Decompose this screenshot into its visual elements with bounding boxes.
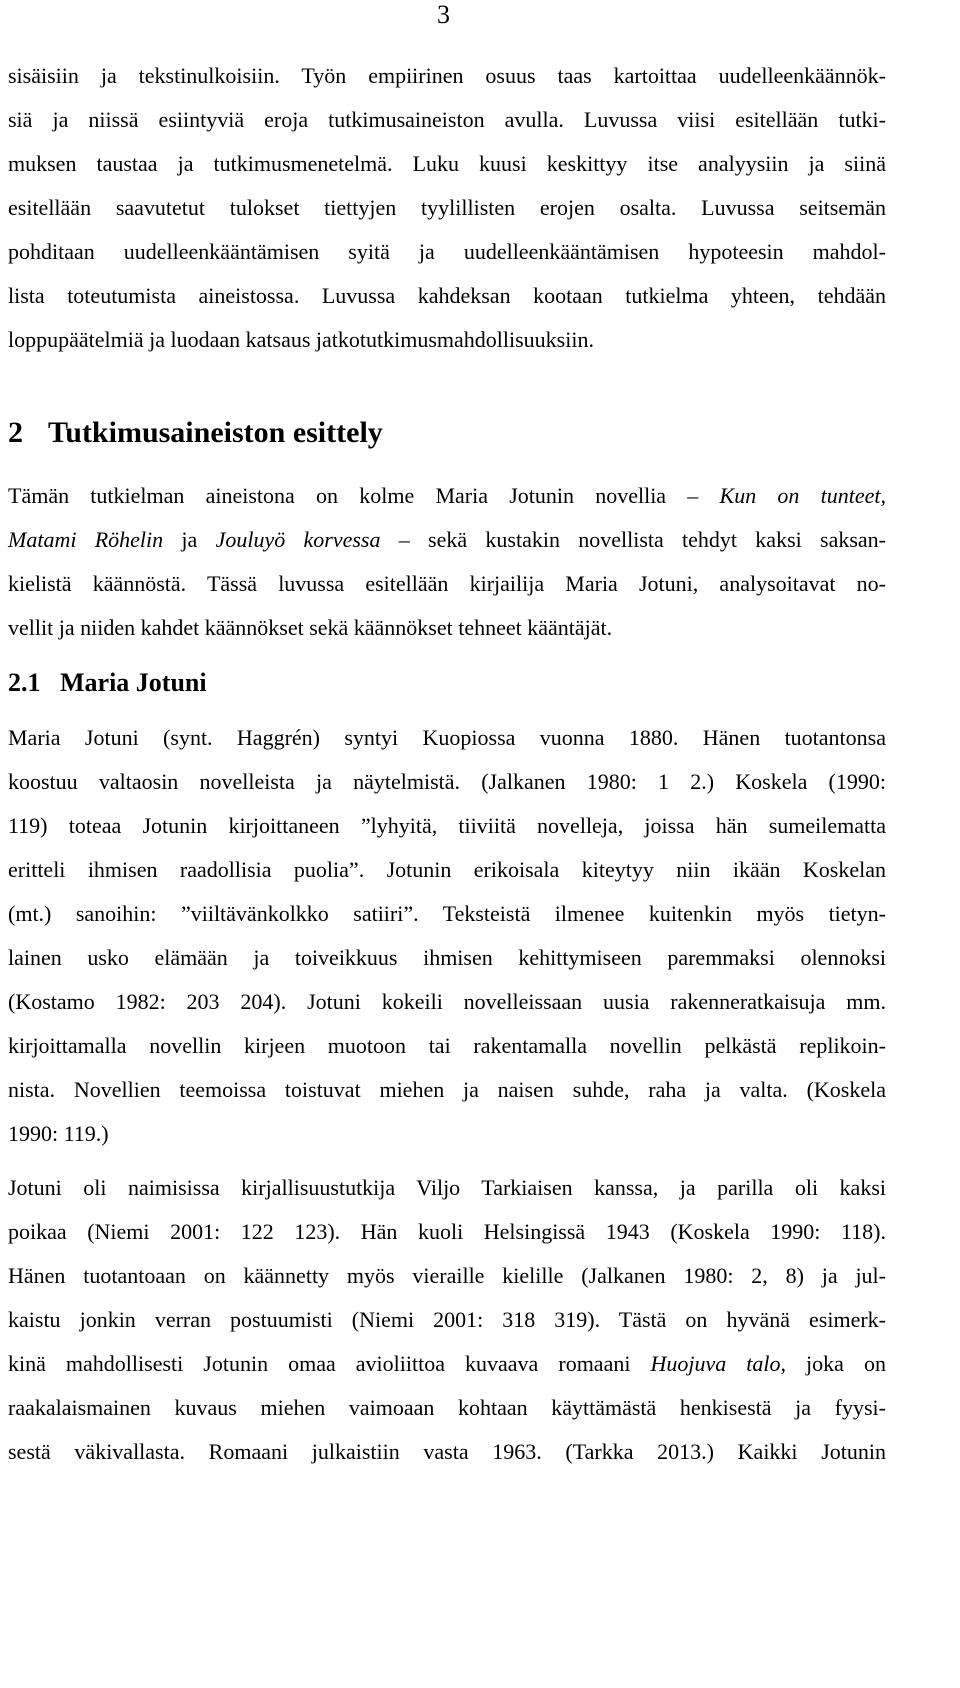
text-line: raakalaismainen kuvaus miehen vaimoaan kohtaan käyttämästä henkisestä ja fyysi- <box>8 1395 886 1420</box>
work-title: Matami Röhelin <box>8 527 164 552</box>
text-run: – sekä kustakin novellista tehdyt kaksi saksan- <box>380 527 886 552</box>
text-run: ja <box>163 527 216 552</box>
text-run: Tämän tutkielman aineistona on kolme Maria Jotunin novellia – <box>8 483 720 508</box>
work-title: Jouluyö korvessa <box>215 527 381 552</box>
text-line: esitellään saavutetut tulokset tiettyjen tyylillisten erojen osalta. Luvussa seitsemän <box>8 195 886 220</box>
text-line: koostuu valtaosin novelleista ja näytelmistä. (Jalkanen 1980: 1 2.) Koskela (1990: <box>8 769 886 794</box>
text-line: kirjoittamalla novellin kirjeen muotoon tai rakentamalla novellin pelkästä replikoin- <box>8 1033 886 1058</box>
text-line: nista. Novellien teemoissa toistuvat miehen ja naisen suhde, raha ja valta. (Koskela <box>8 1077 886 1102</box>
biography-paragraph <box>8 716 886 1156</box>
text-line <box>8 1342 886 1386</box>
text-line: vellit ja niiden kahdet käännökset sekä käännökset tehneet kääntäjät. <box>8 615 613 640</box>
text-line: Jotuni oli naimisissa kirjallisuustutkija Viljo Tarkiaisen kanssa, ja parilla oli kaksi <box>8 1175 886 1200</box>
section-heading <box>8 402 886 464</box>
section-title: Tutkimusaineiston esittely <box>48 416 383 449</box>
life-paragraph <box>8 1166 886 1474</box>
text-line: siä ja niissä esiintyviä eroja tutkimusaineiston avulla. Luvussa viisi esitellään tutki- <box>8 107 886 132</box>
text-line: lista toteutumista aineistossa. Luvussa kahdeksan kootaan tutkielma yhteen, tehdään <box>8 283 886 308</box>
work-title: Kun on tunteet, <box>719 483 886 508</box>
text-line: pohditaan uudelleenkääntämisen syitä ja uudelleenkääntämisen hypoteesin mahdol- <box>8 239 886 264</box>
subsection-heading <box>8 656 886 710</box>
text-line: 119) toteaa Jotunin kirjoittaneen ”lyhyitä, tiiviitä novelleja, joissa hän sumeilematta <box>8 813 886 838</box>
materials-paragraph <box>8 474 886 650</box>
text-line: loppupäätelmiä ja luodaan katsaus jatkotutkimusmahdollisuuksiin. <box>8 327 594 352</box>
text-line: lainen usko elämään ja toiveikkuus ihmisen kehittymiseen paremmaksi olennoksi <box>8 945 886 970</box>
text-line: Hänen tuotantoaan on käännetty myös vieraille kielille (Jalkanen 1980: 2, 8) ja jul- <box>8 1263 886 1288</box>
section-number: 2 <box>8 416 23 449</box>
text-line: (Kostamo 1982: 203 204). Jotuni kokeili novelleissaan uusia rakenneratkaisuja mm. <box>8 989 886 1014</box>
text-run: , joka on <box>780 1351 886 1376</box>
subsection-number: 2.1 <box>8 668 41 697</box>
intro-paragraph <box>8 54 886 362</box>
text-line: Maria Jotuni (synt. Haggrén) syntyi Kuopiossa vuonna 1880. Hänen tuotantonsa <box>8 725 886 750</box>
text-line: muksen taustaa ja tutkimusmenetelmä. Luku kuusi keskittyy itse analyysiin ja siinä <box>8 151 886 176</box>
work-title: Huojuva talo <box>650 1351 781 1376</box>
text-line <box>8 518 886 562</box>
text-line: sisäisiin ja tekstinulkoisiin. Työn empiirinen osuus taas kartoittaa uudelleenkäännök- <box>8 63 886 88</box>
subsection-title: Maria Jotuni <box>60 668 207 697</box>
page-number: 3 <box>437 0 450 29</box>
text-line: (mt.) sanoihin: ”viiltävänkolkko satiiri”. Teksteistä ilmenee kuitenkin myös tietyn- <box>8 901 886 926</box>
text-line: eritteli ihmisen raadollisia puolia”. Jotunin erikoisala kiteytyy niin ikään Koskelan <box>8 857 886 882</box>
text-line: kaistu jonkin verran postuumisti (Niemi 2001: 318 319). Tästä on hyvänä esimerk- <box>8 1307 886 1332</box>
text-line: kielistä käännöstä. Tässä luvussa esitellään kirjailija Maria Jotuni, analysoitavat no- <box>8 571 886 596</box>
page-content <box>8 54 886 1474</box>
text-line: 1990: 119.) <box>8 1121 109 1146</box>
text-line <box>8 474 886 518</box>
text-run: kinä mahdollisesti Jotunin omaa avioliittoa kuvaava romaani <box>8 1351 651 1376</box>
text-line: poikaa (Niemi 2001: 122 123). Hän kuoli Helsingissä 1943 (Koskela 1990: 118). <box>8 1219 886 1244</box>
text-line: sestä väkivallasta. Romaani julkaistiin vasta 1963. (Tarkka 2013.) Kaikki Jotunin <box>8 1439 886 1464</box>
